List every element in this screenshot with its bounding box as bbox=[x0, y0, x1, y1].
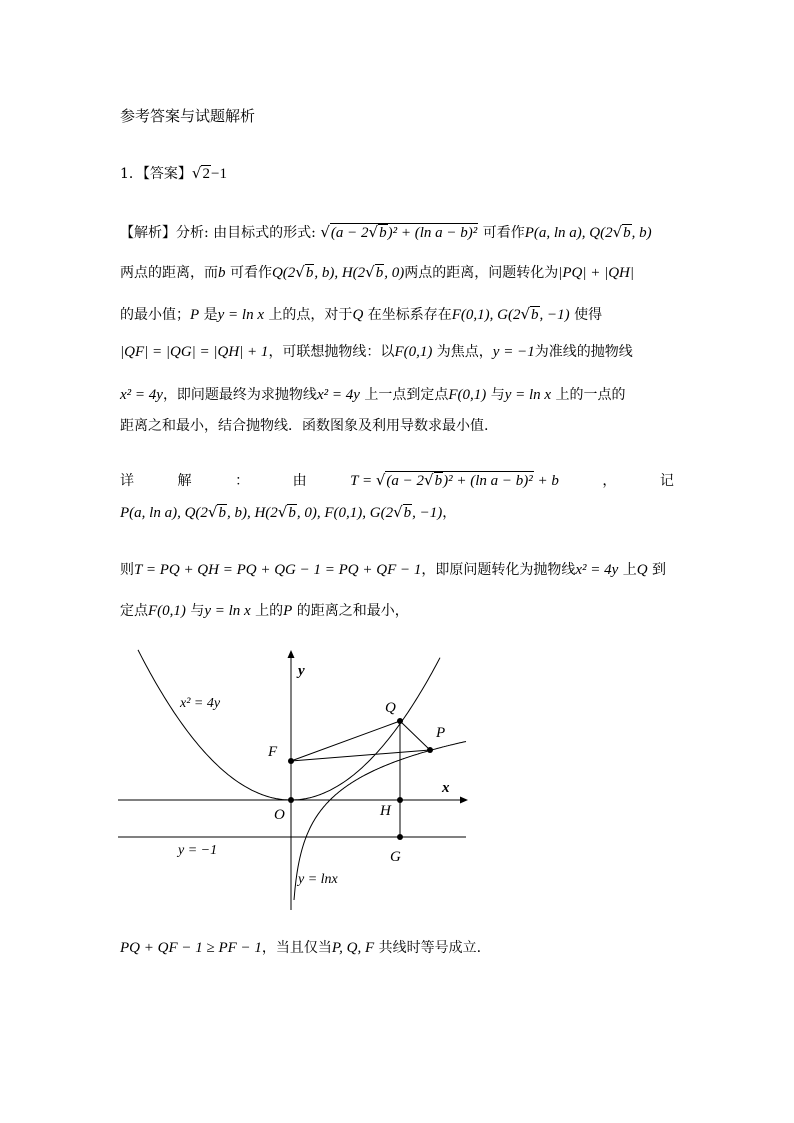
label-O: O bbox=[274, 807, 285, 823]
points-qh: Q(2√b, b), H(2√b, 0) bbox=[271, 263, 405, 281]
point-G bbox=[397, 834, 403, 840]
analysis-line-4: |QF| = |QG| = |QH| + 1，可联想抛物线：以F(0,1) 为焦点，y = −1为准线的抛物线 bbox=[120, 344, 633, 360]
label-H: H bbox=[380, 803, 391, 819]
analysis-line-5: x² = 4y，即问题最终为求抛物线x² = 4y 上一点到定点F(0,1) 与y = ln x 上的一点的 bbox=[120, 387, 626, 403]
analysis-label: 【解析】 bbox=[120, 225, 176, 241]
solution-line-4: 定点F(0,1) 与y = ln x 上的P 的距离之和最小， bbox=[120, 603, 409, 619]
page-title: 参考答案与试题解析 bbox=[120, 107, 256, 125]
analysis-line-6: 距离之和最小，结合抛物线．函数图象及利用导数求最小值. bbox=[120, 418, 489, 434]
parabola-label: x² = 4y bbox=[180, 696, 221, 711]
label-Q: Q bbox=[385, 700, 396, 716]
segment-FP bbox=[291, 750, 430, 761]
parabola-curve bbox=[138, 650, 440, 800]
answer-label: 【答案】 bbox=[142, 166, 192, 182]
analysis-line-2: 两点的距离，而b 可看作Q(2√b, b), H(2√b, 0)两点的距离，问题转化为|PQ| + |QH| bbox=[120, 263, 635, 281]
point-Q bbox=[397, 718, 403, 724]
y-axis-arrow bbox=[288, 650, 295, 658]
label-G: G bbox=[390, 849, 401, 865]
x-axis-arrow bbox=[460, 797, 468, 804]
point-O bbox=[288, 797, 294, 803]
y-axis-label: y bbox=[298, 663, 305, 679]
directrix-label: y = −1 bbox=[178, 843, 218, 858]
q1-number: 1． bbox=[120, 166, 143, 182]
analysis-line-3: 的最小值；P 是y = ln x 上的点，对于Q 在坐标系存在F(0,1), G(2√b, −1) 使得 bbox=[120, 305, 603, 323]
segment-FQ bbox=[291, 721, 400, 761]
label-F: F bbox=[268, 744, 278, 760]
solution-line-3: 则T = PQ + QH = PQ + QG − 1 = PQ + QF − 1，即原问题转化为抛物线x² = 4y 上Q 到 bbox=[120, 562, 667, 578]
log-label: y = lnx bbox=[298, 872, 338, 887]
point-P bbox=[427, 747, 433, 753]
t-expression: T = √(a − 2√b)² + (ln a − b)² + b bbox=[350, 471, 559, 489]
point-H bbox=[397, 797, 403, 803]
points-fg: F(0,1), G(2√b, −1) bbox=[451, 305, 570, 323]
solution-points: P(a, ln a), Q(2√b, b), H(2√b, 0), F(0,1), G(2√b, −1)， bbox=[120, 503, 457, 521]
x-axis-label: x bbox=[442, 780, 450, 796]
graph-figure bbox=[118, 640, 478, 915]
q1-answer-line: 1．【答案】√2−1 bbox=[120, 164, 227, 182]
analysis-line-1: 【解析】分析: 由目标式的形式: √(a − 2√b)² + (ln a − b)² 可看作P(a, ln a), Q(2√b, b) bbox=[120, 223, 652, 241]
segment-QP bbox=[400, 721, 430, 750]
target-expression: √(a − 2√b)² + (ln a − b)² bbox=[320, 223, 478, 241]
answer-tail: −1 bbox=[210, 166, 227, 182]
points-pq: P(a, ln a), Q(2√b, b) bbox=[524, 223, 652, 241]
answer-sqrt: 2 bbox=[202, 166, 210, 182]
label-P: P bbox=[436, 725, 446, 741]
point-F bbox=[288, 758, 294, 764]
conclusion-line: PQ + QF − 1 ≥ PF − 1，当且仅当P, Q, F 共线时等号成立. bbox=[120, 940, 482, 956]
solution-line-1: 详 解 ： 由 T = √(a − 2√b)² + (ln a − b)² + b ， 记 bbox=[120, 471, 674, 489]
